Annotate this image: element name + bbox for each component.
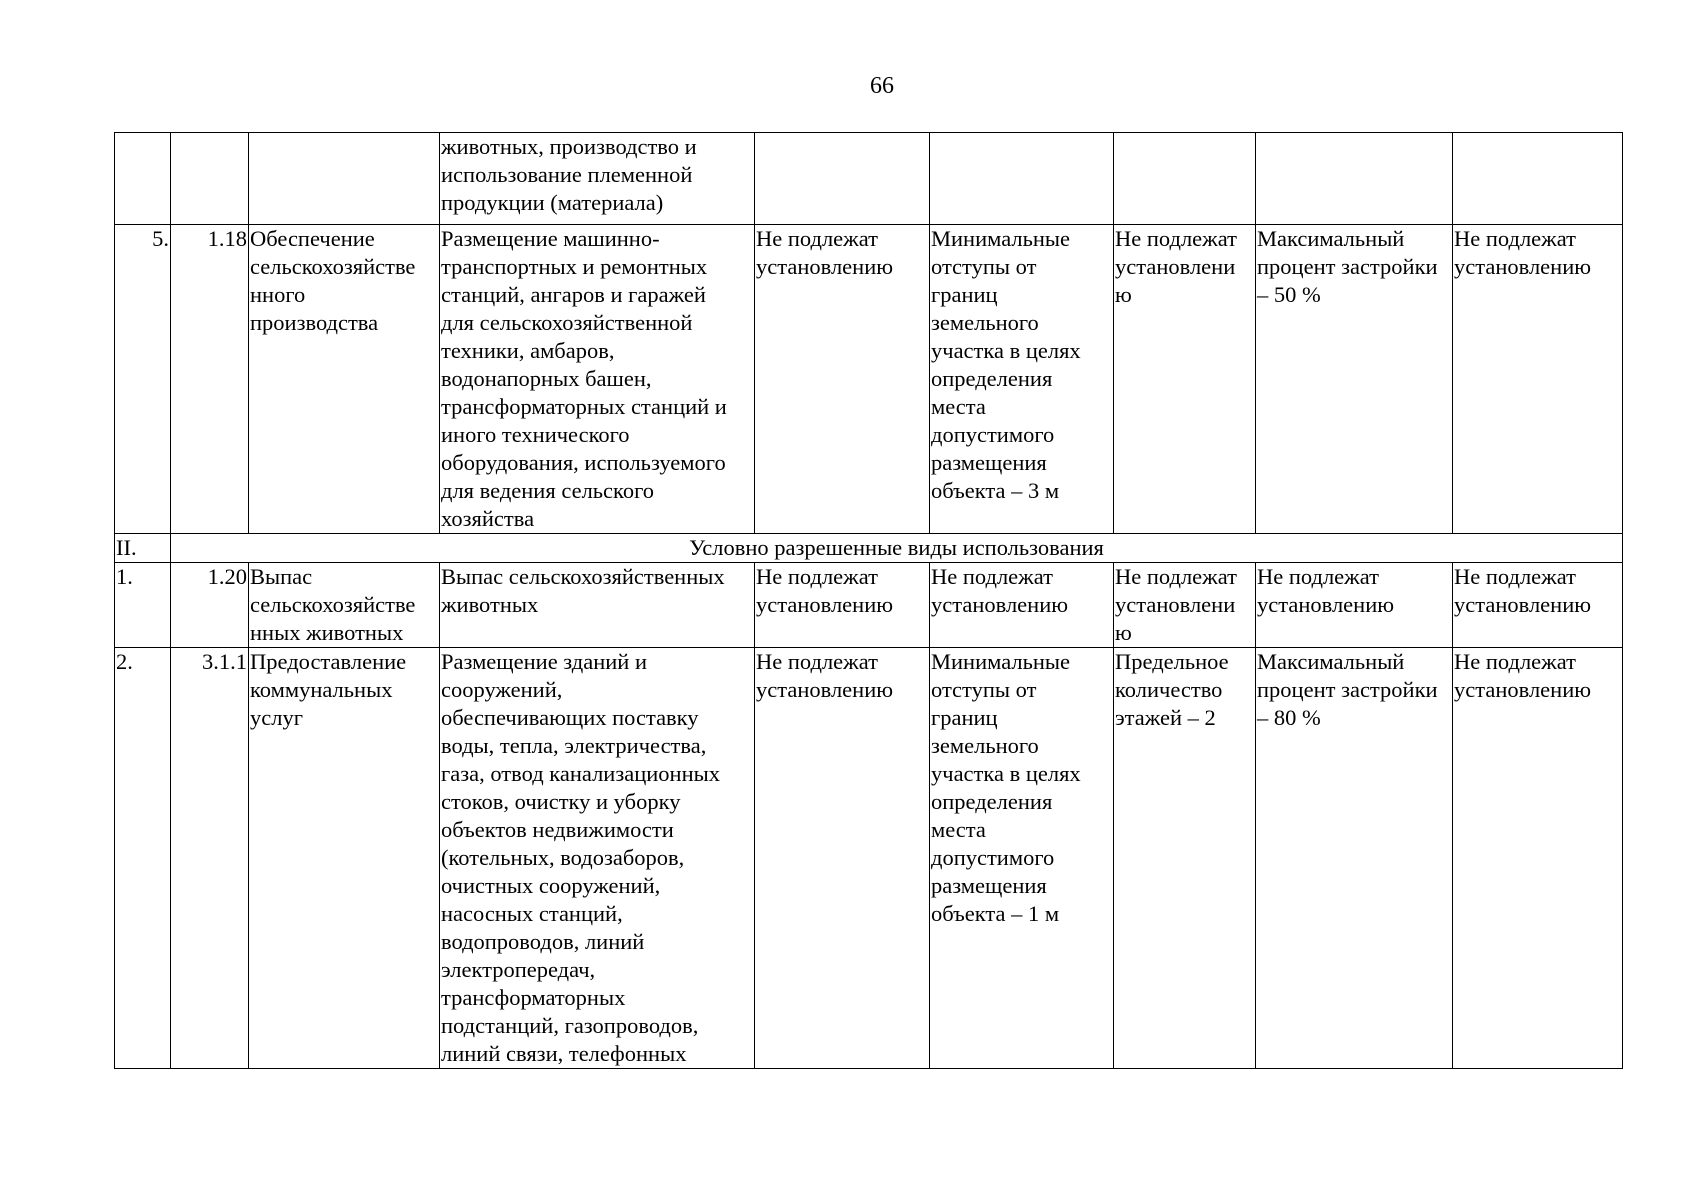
table-row	[115, 225, 1623, 534]
regulations-table	[114, 132, 1623, 1069]
cell-code: 3.1.1	[171, 648, 249, 1069]
cell-num: 1.	[115, 563, 171, 648]
cell-col9: Не подлежат установлению	[1453, 648, 1623, 1069]
cell-col9: Не подлежат установлению	[1453, 563, 1623, 648]
cell-col7: Не подлежат установлени ю	[1114, 225, 1256, 534]
cell-name: Предоставление коммунальных услуг	[249, 648, 440, 1069]
cell-description: животных, производство и использование племенной продукции (материала)	[440, 133, 755, 225]
table-row	[115, 648, 1623, 1069]
cell-col5: Не подлежат установлению	[755, 225, 930, 534]
page-number: 66	[870, 73, 894, 99]
cell-col5: Не подлежат установлению	[755, 563, 930, 648]
cell-description: Размещение машинно- транспортных и ремонтных станций, ангаров и гаражей для сельскохозяйственной техники, амбаров, водонапорных башен, трансформаторных станций и иного технического оборудования, используемого для ведения сельского хозяйства	[440, 225, 755, 534]
cell-col7	[1114, 133, 1256, 225]
cell-col8: Не подлежат установлению	[1256, 563, 1453, 648]
cell-code	[171, 133, 249, 225]
cell-col7: Предельное количество этажей – 2	[1114, 648, 1256, 1069]
cell-col8	[1256, 133, 1453, 225]
cell-col9	[1453, 133, 1623, 225]
cell-col6: Не подлежат установлению	[930, 563, 1114, 648]
cell-col8: Максимальный процент застройки – 50 %	[1256, 225, 1453, 534]
cell-code: 1.20	[171, 563, 249, 648]
cell-col6: Минимальные отступы от границ земельного участка в целях определения места допустимого размещения объекта – 3 м	[930, 225, 1114, 534]
cell-col9: Не подлежат установлению	[1453, 225, 1623, 534]
table-row-continuation	[115, 133, 1623, 225]
cell-name	[249, 133, 440, 225]
cell-description: Размещение зданий и сооружений, обеспечивающих поставку воды, тепла, электричества, газа, отвод канализационных стоков, очистку и уборку объектов недвижимости (котельных, водозаборов, очистных сооружений, насосных станций, водопроводов, линий электропередач, трансформаторных подстанций, газопроводов, линий связи, телефонных	[440, 648, 755, 1069]
cell-num: 5.	[115, 225, 171, 534]
cell-col6	[930, 133, 1114, 225]
cell-num	[115, 133, 171, 225]
table-row	[115, 563, 1623, 648]
section-row	[115, 534, 1623, 563]
section-title: Условно разрешенные виды использования	[171, 534, 1623, 563]
cell-col5: Не подлежат установлению	[755, 648, 930, 1069]
section-num: II.	[115, 534, 171, 563]
cell-col8: Максимальный процент застройки – 80 %	[1256, 648, 1453, 1069]
cell-col6: Минимальные отступы от границ земельного участка в целях определения места допустимого размещения объекта – 1 м	[930, 648, 1114, 1069]
cell-name: Выпас сельскохозяйстве нных животных	[249, 563, 440, 648]
cell-col7: Не подлежат установлени ю	[1114, 563, 1256, 648]
cell-col5	[755, 133, 930, 225]
cell-code: 1.18	[171, 225, 249, 534]
cell-num: 2.	[115, 648, 171, 1069]
cell-name: Обеспечение сельскохозяйстве нного производства	[249, 225, 440, 534]
cell-description: Выпас сельскохозяйственных животных	[440, 563, 755, 648]
